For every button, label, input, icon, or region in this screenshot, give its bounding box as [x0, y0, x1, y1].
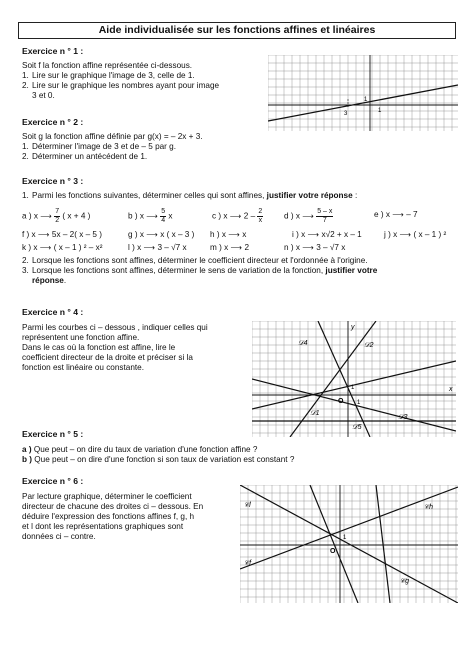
exercise-1-questions [22, 71, 262, 101]
line-cf [310, 485, 358, 603]
exercise-3-row2 [22, 230, 462, 243]
exercise-3-row1 [22, 204, 462, 224]
axis-label-y: y [351, 324, 355, 331]
label-ch: 𝒞h [424, 504, 433, 511]
exercise-3 [22, 176, 462, 286]
line-cl [240, 485, 458, 603]
function-a: a ) x ⟶ $\frac{7}{2}$ ( x + 4 ) [22, 208, 91, 225]
exercise-3-heading: Exercice n ° 3 : [22, 176, 84, 186]
list-item: 2. Déterminer un antécédent de 1. [22, 152, 148, 162]
function-e: e ) x ⟶ – 7 [374, 210, 418, 220]
exercise-3-q2: 2. Lorsque les fonctions sont affines, déterminer le coefficient directeur et l'ordonnée à l'origine. [22, 256, 368, 266]
graph-label: 1 [351, 385, 355, 391]
function-d: d ) x ⟶ $\frac{5 - x}{7}$ [284, 208, 333, 225]
label-d4: 𝒟4 [298, 340, 308, 347]
label-cg: 𝒞g [400, 578, 409, 585]
exercise-2 [22, 117, 262, 162]
line-ch [240, 487, 458, 569]
exercise-2-intro: Soit g la fonction affine définie par g(x) = – 2x + 3. [22, 132, 203, 142]
function-g: g ) x ⟶ x ( x – 3 ) [128, 230, 195, 240]
label-d1: 𝒟1 [310, 410, 320, 417]
exercise-3-row3 [22, 243, 462, 256]
graph-label: 3 [344, 111, 348, 117]
label-d2: 𝒟2 [364, 342, 374, 349]
exercise-4 [22, 307, 252, 373]
exercise-5-a: a ) Que peut – on dire du taux de variation d'une fonction affine ? [22, 445, 258, 455]
exercise-6-graph [240, 485, 458, 603]
exercise-2-questions [22, 142, 262, 162]
label-cl: 𝒞l [244, 502, 251, 509]
exercise-1-graph [268, 55, 458, 131]
exercise-5-b: b ) Que peut – on dire d'une fonction si son taux de variation est constant ? [22, 455, 295, 465]
exercise-1 [22, 46, 262, 101]
function-f: f ) x ⟶ 5x – 2( x – 5 ) [22, 230, 102, 240]
exercise-1-intro: Soit f la fonction affine représentée ci-dessous. [22, 61, 193, 71]
graph-label: 1 [364, 97, 368, 103]
exercise-1-heading: Exercice n ° 1 : [22, 46, 84, 56]
line-d4 [318, 321, 370, 437]
function-b: b ) x ⟶ $\frac{5}{4}$ x [128, 208, 173, 225]
graph-label: 1 [378, 108, 382, 114]
label-d3: 𝒟3 [398, 414, 408, 421]
graph-label: 1 [357, 400, 361, 406]
graph-label: 1 [343, 535, 347, 541]
exercise-5 [22, 429, 462, 465]
exercise-2-heading: Exercice n ° 2 : [22, 117, 84, 127]
line-d5 [290, 321, 376, 437]
exercise-6-heading: Exercice n ° 6 : [22, 476, 84, 486]
origin-label: O [330, 548, 336, 555]
exercise-3-q3: 3. Lorsque les fonctions sont affines, déterminer le sens de variation de la fonction, justifier votre réponse. [22, 266, 378, 286]
line-cg [376, 485, 390, 603]
exercise-5-heading: Exercice n ° 5 : [22, 429, 84, 439]
exercise-6-text: Par lecture graphique, déterminer le coefficient directeur de chacune des droites ci – dessous. En déduire l'expression des fonctions affines f, g, h et l dont les représentations graphiques sont données ci – contre. [22, 492, 204, 542]
origin-label: O [338, 398, 344, 405]
function-l: l ) x ⟶ 3 – √7 x [128, 243, 187, 253]
exercise-3-q1: 1. Parmi les fonctions suivantes, déterminer celles qui sont affines, justifier votre réponse : [22, 191, 358, 201]
exercise-4-graph [252, 321, 456, 437]
function-h: h ) x ⟶ x [210, 230, 247, 240]
axis-label-x: x [449, 386, 453, 393]
list-item: 1. Lire sur le graphique l'image de 3, celle de 1. [22, 71, 195, 81]
label-d5: 𝒟5 [352, 424, 362, 431]
exercise-6 [22, 476, 252, 542]
function-m: m ) x ⟶ 2 [210, 243, 250, 253]
list-item: 1. Déterminer l'image de 3 et de – 5 par g. [22, 142, 177, 152]
function-n: n ) x ⟶ 3 – √7 x [284, 243, 346, 253]
label-cf: 𝒞f [244, 560, 252, 567]
exercise-4-text: Parmi les courbes ci – dessous , indiquer celles qui représentent une fonction affine. Dans le cas où la fonction est affine, lire le coefficient directeur de la droite et préciser si la fonction est linéaire ou constante. [22, 323, 208, 373]
list-item: 2. Lire sur le graphique les nombres ayant pour image 3 et 0. [22, 81, 220, 101]
function-k: k ) x ⟶ ( x – 1 ) ² – x² [22, 243, 103, 253]
function-i: i ) x ⟶ x√2 + x – 1 [292, 230, 362, 240]
function-c: c ) x ⟶ 2 – $\frac{2}{x}$ [212, 208, 263, 225]
page-title: Aide individualisée sur les fonctions affines et linéaires [18, 22, 456, 39]
exercise-4-heading: Exercice n ° 4 : [22, 307, 84, 317]
function-j: j ) x ⟶ ( x – 1 ) ² [384, 230, 447, 240]
